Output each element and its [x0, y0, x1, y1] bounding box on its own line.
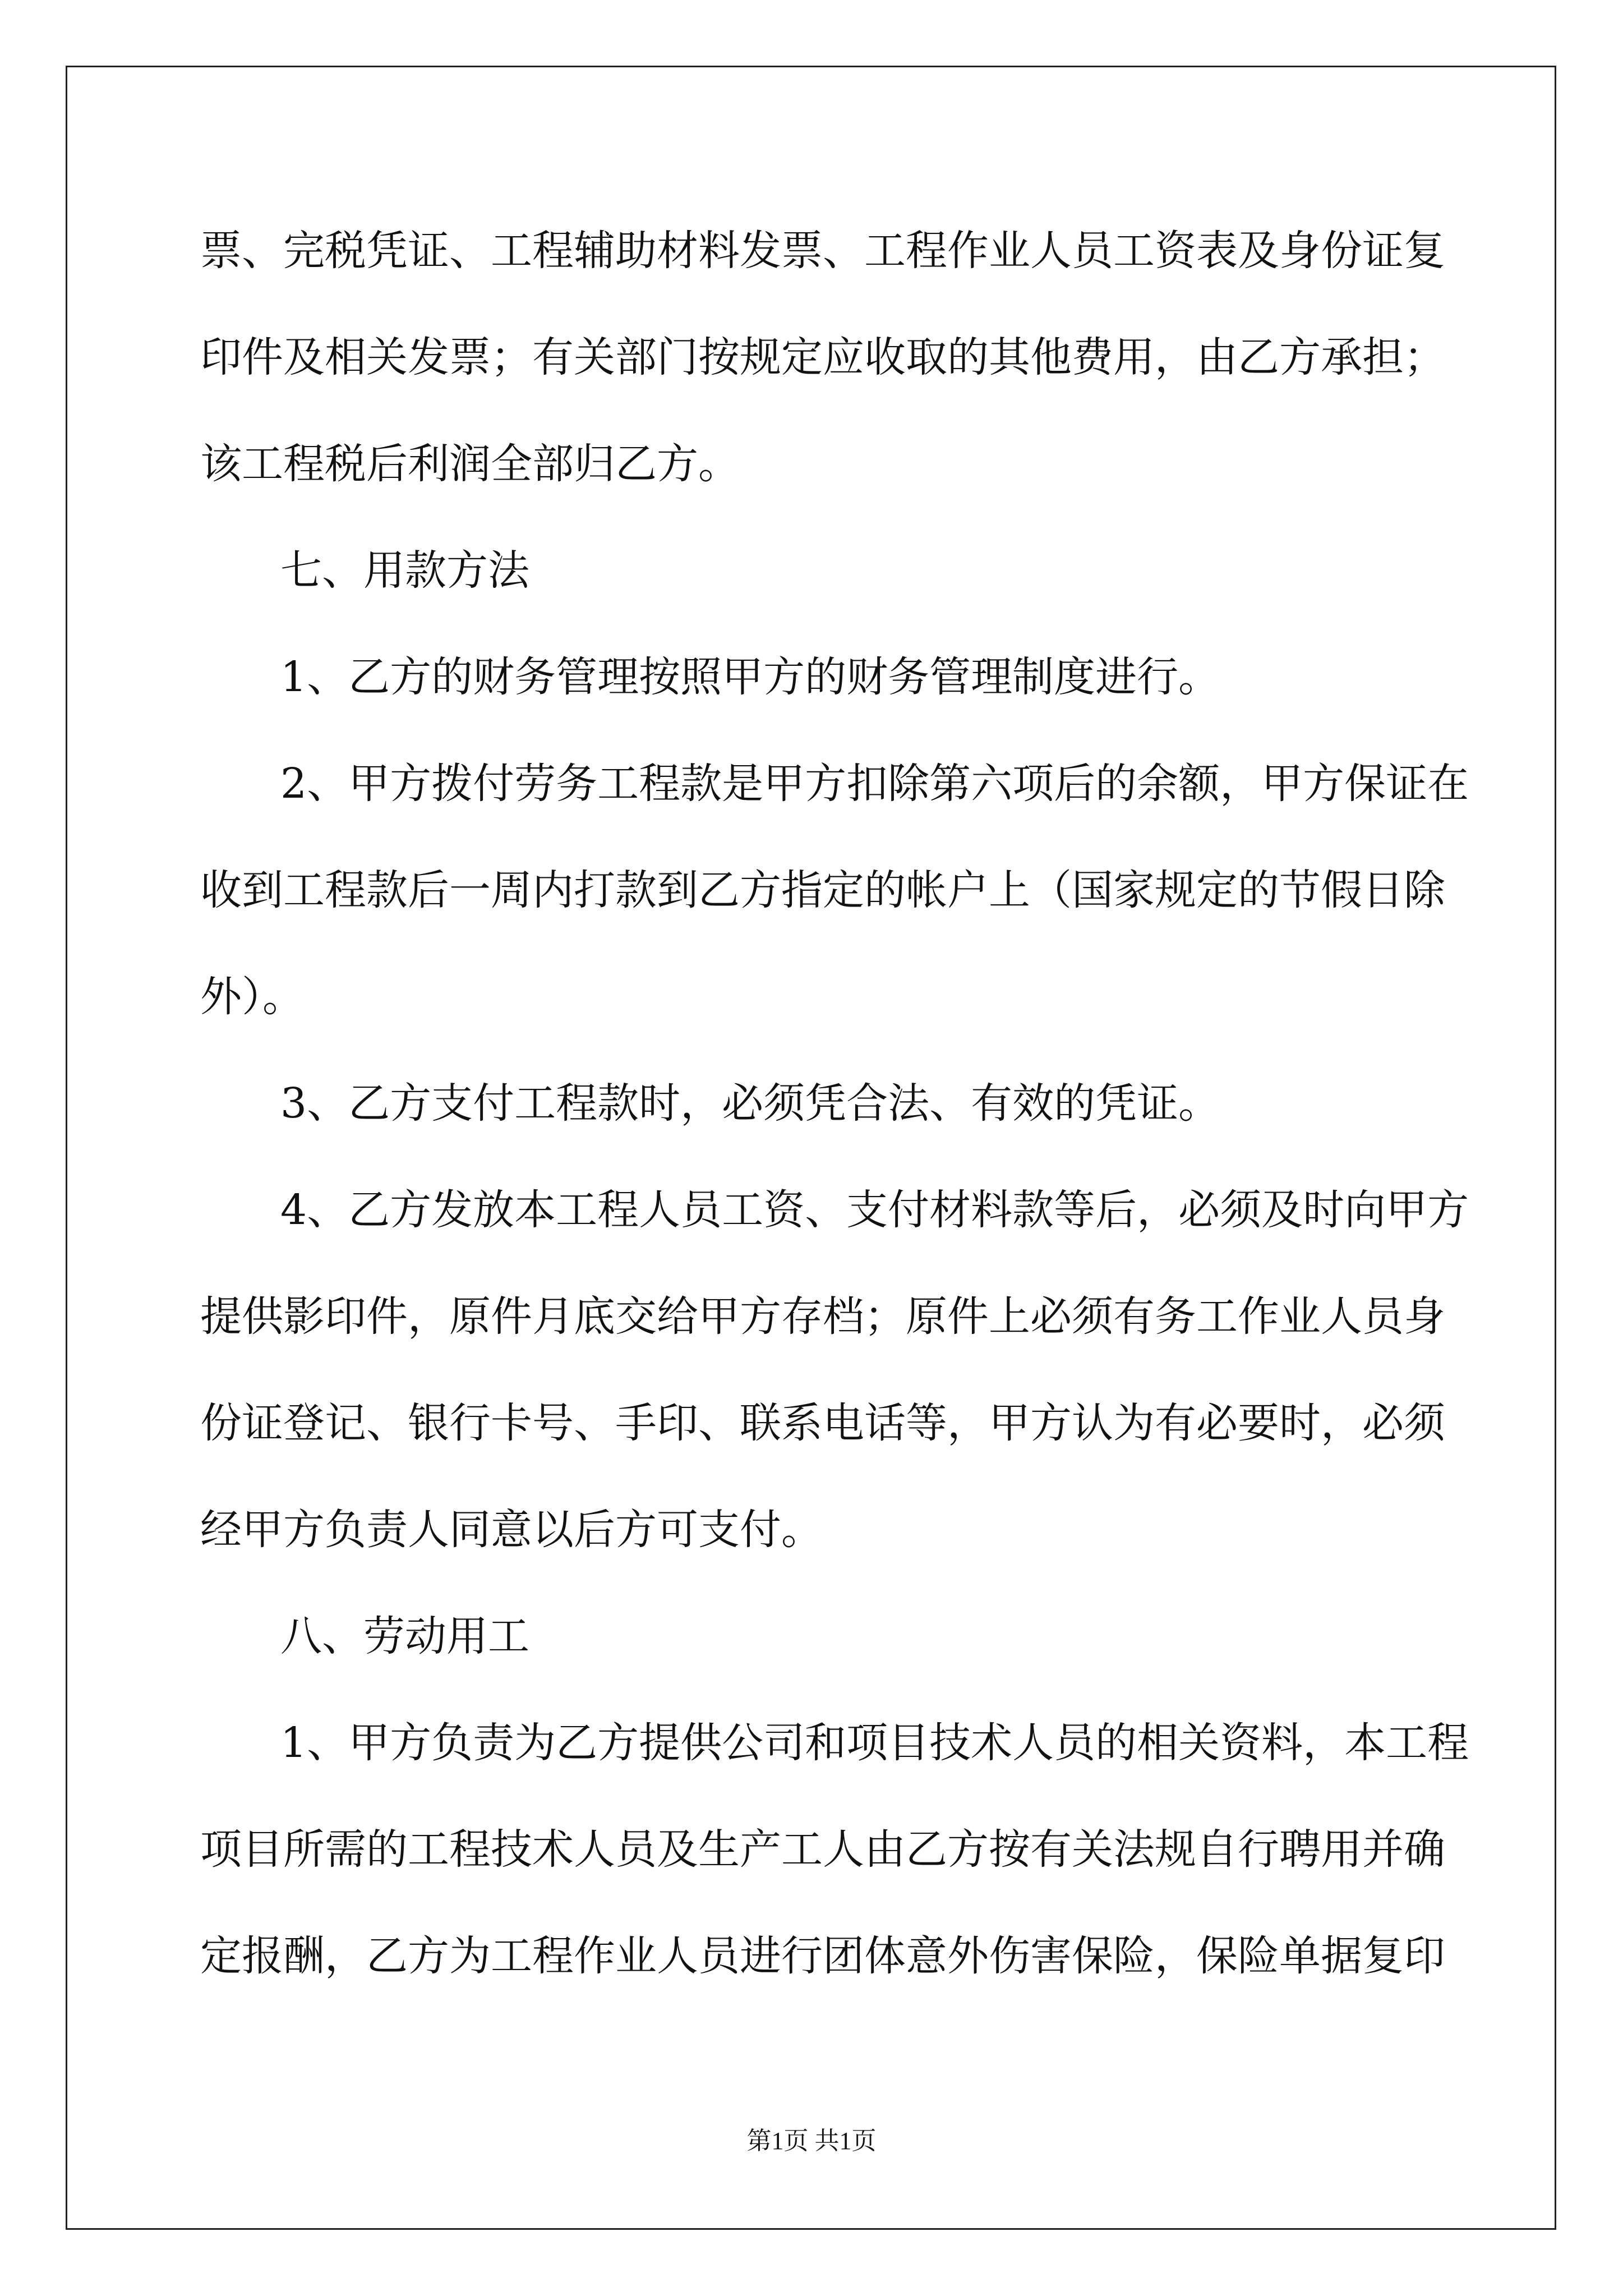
text-line: 份证登记、银行卡号、手印、联系电话等，甲方认为有必要时，必须	[200, 1399, 1445, 1447]
text-line: 1、甲方负责为乙方提供公司和项目技术人员的相关资料，本工程	[280, 1719, 1469, 1767]
text-line: 经甲方负责人同意以后方可支付。	[200, 1506, 823, 1554]
text-line: 印件及相关发票；有关部门按规定应收取的其他费用，由乙方承担；	[200, 333, 1445, 381]
text-line: 外）。	[200, 973, 304, 1021]
text-line: 收到工程款后一周内打款到乙方指定的帐户上（国家规定的节假日除	[200, 866, 1445, 914]
section-heading: 七、用款方法	[280, 546, 529, 595]
page-number: 第1页 共1页	[746, 2127, 877, 2155]
text-line: 2、甲方拨付劳务工程款是甲方扣除第六项后的余额，甲方保证在	[280, 760, 1469, 808]
text-line: 定报酬，乙方为工程作业人员进行团体意外伤害保险，保险单据复印	[200, 1932, 1445, 1980]
text-line: 提供影印件，原件月底交给甲方存档；原件上必须有务工作业人员身	[200, 1292, 1445, 1341]
text-line: 4、乙方发放本工程人员工资、支付材料款等后，必须及时向甲方	[280, 1186, 1469, 1234]
text-line: 该工程税后利润全部归乙方。	[200, 440, 740, 488]
text-line: 项目所需的工程技术人员及生产工人由乙方按有关法规自行聘用并确	[200, 1825, 1445, 1874]
section-heading: 八、劳动用工	[280, 1612, 529, 1660]
text-line: 票、完税凭证、工程辅助材料发票、工程作业人员工资表及身份证复	[200, 227, 1445, 275]
document-body	[200, 218, 1469, 2030]
text-line: 1、乙方的财务管理按照甲方的财务管理制度进行。	[280, 653, 1220, 701]
text-line: 3、乙方支付工程款时，必须凭合法、有效的凭证。	[280, 1079, 1220, 1128]
